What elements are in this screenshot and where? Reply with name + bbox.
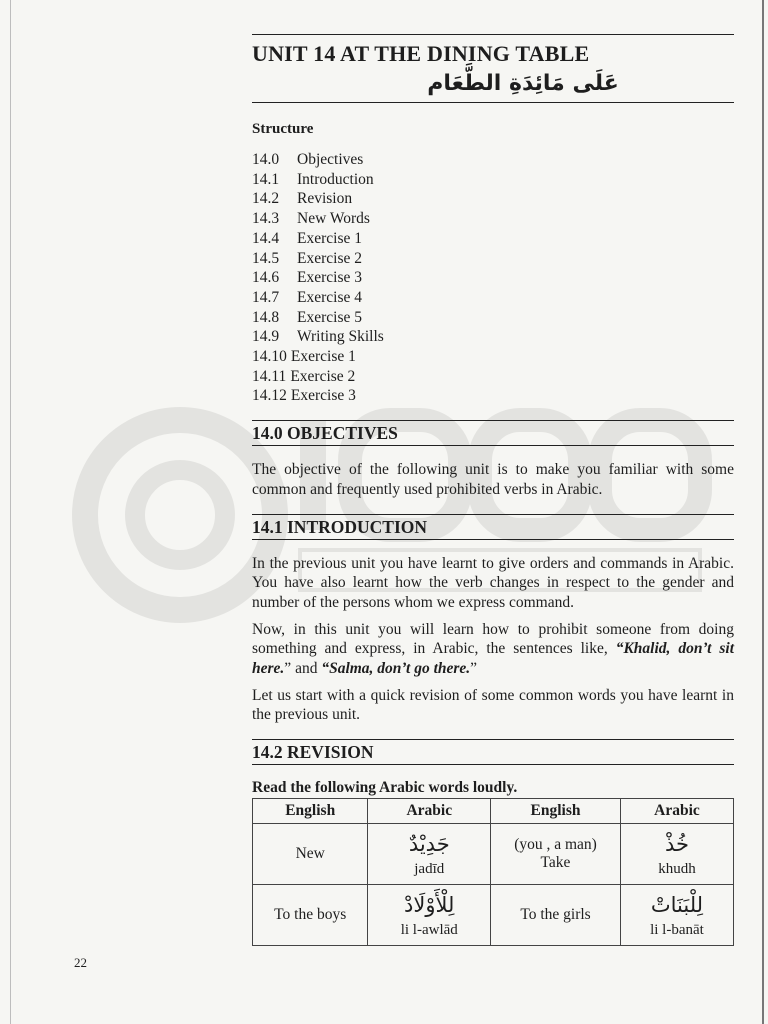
toc-number: 14.1	[252, 170, 280, 188]
toc-item	[252, 150, 734, 170]
intro-paragraph-3: Let us start with a quick revision of some common words you have learnt in the previous unit.	[252, 686, 734, 724]
toc-item	[252, 209, 734, 229]
toc-label: Introduction	[297, 170, 374, 188]
toc-number: 14.0	[252, 151, 280, 168]
toc-label: Exercise 1	[290, 348, 356, 366]
arabic-word: لِلْأَوْلَادْ	[404, 893, 455, 918]
arabic-cell	[368, 824, 491, 885]
toc-label: Exercise 2	[297, 249, 362, 267]
english-cell: New	[253, 824, 368, 885]
title-top-rule	[252, 34, 734, 35]
page-number: 22	[74, 955, 87, 970]
toc-number: 14.12	[252, 387, 287, 405]
toc-number: 14.6	[252, 269, 280, 287]
revision-instruction: Read the following Arabic words loudly.	[252, 779, 518, 797]
arabic-cell	[620, 824, 733, 885]
transliteration: li l-banāt	[650, 922, 704, 939]
arabic-word: لِلْبَنَاتْ	[650, 893, 704, 918]
revision-table	[252, 798, 734, 946]
toc-item	[252, 288, 734, 308]
toc-number: 14.7	[252, 288, 280, 306]
intro-paragraph-1: In the previous unit you have learnt to give orders and commands in Arabic. You have also learnt how the verb changes in respect to the gender and number of the persons whom we express command.	[252, 554, 734, 611]
toc-number: 14.5	[252, 249, 280, 267]
toc-number: 14.2	[252, 190, 280, 208]
toc-number: 14.3	[252, 210, 280, 228]
arabic-cell	[368, 885, 491, 946]
column-header: Arabic	[368, 799, 491, 824]
intro-quote-end: ”	[284, 660, 292, 678]
intro-paragraph-2	[252, 620, 734, 679]
table-row	[253, 885, 734, 946]
table-row	[253, 824, 734, 885]
column-header: English	[253, 799, 368, 824]
title-bottom-rule	[252, 102, 734, 103]
toc-item	[252, 308, 734, 328]
toc-label: Objectives	[297, 151, 364, 168]
intro-example-salma: “Salma, don’t go there.	[321, 660, 471, 678]
toc-label: Revision	[297, 190, 353, 208]
english-line: Take	[540, 854, 571, 872]
arabic-cell	[620, 885, 733, 946]
toc-item	[252, 229, 734, 249]
toc-label: Exercise 2	[290, 367, 356, 385]
arabic-word: خُذْ	[664, 832, 689, 857]
column-header: English	[491, 799, 621, 824]
toc-label: Writing Skills	[297, 328, 384, 346]
english-cell: To the boys	[253, 885, 368, 946]
page-content	[252, 34, 734, 946]
intro-quote-end: ”	[470, 660, 478, 678]
toc-number: 14.11	[252, 367, 287, 385]
structure-heading: Structure	[252, 121, 314, 137]
toc-number: 14.10	[252, 348, 287, 366]
toc-number: 14.9	[252, 328, 280, 346]
arabic-word: جَدِيْدٌ	[408, 832, 450, 857]
introduction-heading: 14.1 INTRODUCTION	[252, 514, 734, 540]
toc-label: Exercise 4	[297, 288, 362, 306]
transliteration: khudh	[658, 861, 696, 878]
unit-arabic-title: عَلَى مَائِدَةِ الطَّعَام	[427, 71, 619, 96]
table-header-row	[253, 799, 734, 824]
structure-list	[252, 150, 734, 406]
toc-label: Exercise 3	[297, 269, 362, 287]
toc-number: 14.4	[252, 229, 280, 247]
toc-item	[252, 347, 734, 367]
toc-item	[252, 386, 734, 406]
toc-label: Exercise 1	[297, 229, 362, 247]
objectives-heading: 14.0 OBJECTIVES	[252, 420, 734, 446]
toc-item	[252, 268, 734, 288]
page-left-edge	[10, 0, 11, 1024]
toc-item	[252, 327, 734, 347]
toc-label: Exercise 3	[290, 387, 356, 405]
toc-number: 14.8	[252, 308, 280, 326]
toc-item	[252, 170, 734, 190]
toc-label: Exercise 5	[297, 308, 362, 326]
revision-heading: 14.2 REVISION	[252, 739, 734, 765]
intro-and: and	[291, 660, 322, 678]
toc-label: New Words	[297, 210, 370, 228]
english-line: (you , a man)	[514, 836, 597, 854]
unit-title: UNIT 14 AT THE DINING TABLE	[252, 41, 590, 66]
english-cell	[491, 824, 621, 885]
page-right-edge	[762, 0, 764, 1024]
objectives-text: The objective of the following unit is to make you familiar with some common and frequently used prohibited verbs in Arabic.	[252, 461, 734, 498]
toc-item	[252, 367, 734, 387]
transliteration: li l-awlād	[400, 922, 458, 939]
english-cell	[491, 885, 621, 946]
intro-p2-text: Now, in this unit you will learn how to prohibit someone from doing something and express, in Arabic, the sentences like,	[252, 620, 734, 658]
transliteration: jadīd	[414, 861, 445, 878]
toc-item	[252, 189, 734, 209]
intro-example-khalid: “Khalid, don’t sit here.	[252, 640, 734, 678]
toc-item	[252, 249, 734, 269]
english-line: To the girls	[520, 906, 591, 924]
column-header: Arabic	[620, 799, 733, 824]
